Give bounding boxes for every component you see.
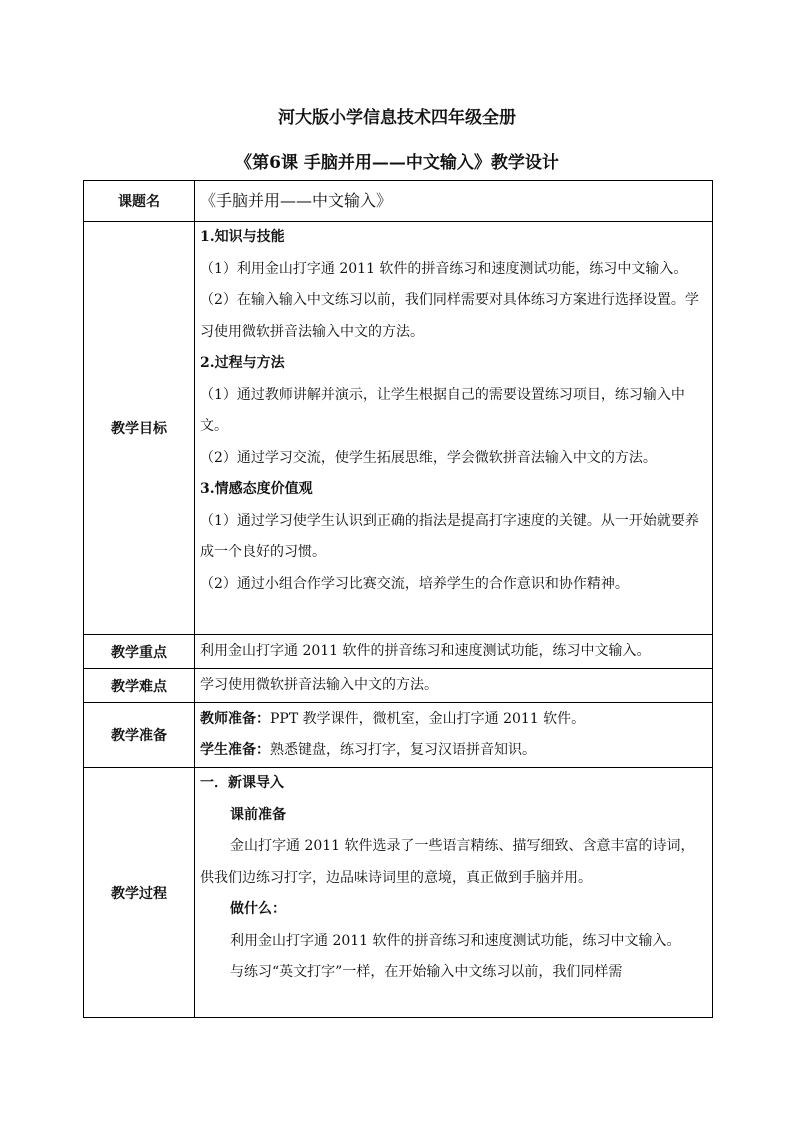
- cell-topic: [195, 181, 713, 222]
- objectives-para-6: （2）通过小组合作学习比赛交流，培养学生的合作意识和协作精神。: [200, 575, 629, 592]
- cell-objectives: [195, 222, 713, 635]
- student-preparation: [200, 735, 707, 767]
- objectives-heading-1: 1.知识与技能: [200, 229, 285, 245]
- key-points-value: 利用金山打字通 2011 软件的拼音练习和速度测试功能，练习中文输入。: [200, 643, 651, 659]
- process-para-3: 与练习“英文打字”一样，在开始输入中文练习以前，我们同样需: [230, 964, 623, 980]
- process-heading-3: 做什么：: [230, 901, 286, 917]
- label-difficulties: 教学难点: [84, 669, 195, 703]
- label-topic: 课题名: [84, 181, 195, 222]
- row-process: [84, 768, 713, 1018]
- teacher-prep-value: PPT 教学课件，微机室，金山打字通 2011 软件。: [270, 710, 586, 727]
- row-topic: [84, 181, 713, 222]
- row-objectives: [84, 222, 713, 635]
- label-objectives: 教学目标: [84, 222, 195, 635]
- objectives-para-3: （1）通过教师讲解并演示，让学生根据自己的需要设置练习项目，练习输入中文。: [200, 386, 685, 434]
- objectives-para-4: （2）通过学习交流，使学生拓展思维，学会微软拼音法输入中文的方法。: [200, 449, 657, 466]
- topic-value: 《手脑并用——中文输入》: [200, 191, 393, 210]
- doc-title-line1: 河大版小学信息技术四年级全册: [278, 108, 516, 128]
- label-key-points: 教学重点: [84, 635, 195, 669]
- student-prep-value: 熟悉键盘，练习打字，复习汉语拼音知识。: [270, 742, 536, 758]
- objectives-heading-2: 2.过程与方法: [200, 355, 285, 371]
- row-key-points: [84, 635, 713, 669]
- row-difficulties: [84, 669, 713, 703]
- label-process: 教学过程: [84, 768, 195, 1018]
- cell-difficulties: [195, 669, 713, 703]
- difficulties-value: 学习使用微软拼音法输入中文的方法。: [200, 677, 438, 693]
- objectives-para-2: （2）在输入输入中文练习以前，我们同样需要对具体练习方案进行选择设置。学习使用微软拼音法输入中文的方法。: [200, 292, 699, 340]
- objectives-heading-3: 3.情感态度价值观: [200, 481, 313, 497]
- teacher-prep-label: 教师准备：: [200, 710, 270, 727]
- cell-process: [195, 768, 713, 1018]
- objectives-para-1: （1）利用金山打字通 2011 软件的拼音练习和速度测试功能，练习中文输入。: [200, 260, 688, 277]
- process-para-1: 金山打字通 2011 软件选录了一些语言精练、描写细致、含意丰富的诗词，供我们边练习打字，边品味诗词里的意境，真正做到手脑并用。: [200, 838, 695, 886]
- lesson-plan-table: [83, 180, 713, 1018]
- process-heading-1: 一．新课导入: [200, 775, 284, 791]
- process-para-2: 利用金山打字通 2011 软件的拼音练习和速度测试功能，练习中文输入。: [230, 932, 681, 949]
- cell-key-points: [195, 635, 713, 669]
- doc-title-line2: 《第6课 手脑并用——中文输入》教学设计: [235, 153, 559, 173]
- cell-preparation: [195, 703, 713, 768]
- row-preparation: [84, 703, 713, 768]
- process-heading-2: 课前准备: [230, 806, 286, 823]
- teacher-preparation: [200, 704, 707, 736]
- label-preparation: 教学准备: [84, 703, 195, 768]
- objectives-para-5: （1）通过学习使学生认识到正确的指法是提高打字速度的关键。从一开始就要养成一个良好的习惯。: [200, 512, 699, 560]
- student-prep-label: 学生准备：: [200, 742, 270, 758]
